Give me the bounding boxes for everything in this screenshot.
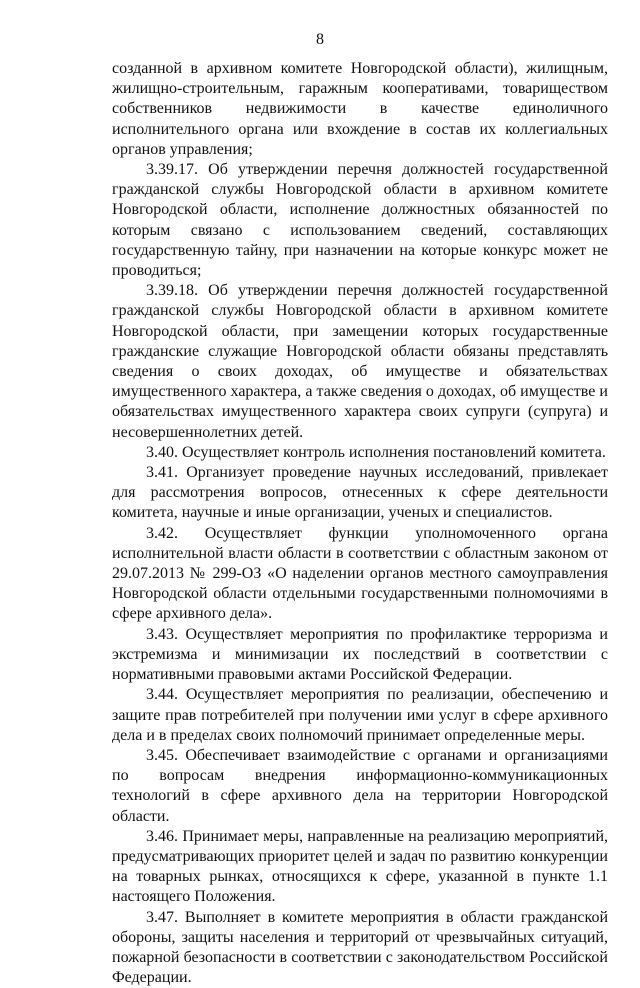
paragraph-3-46: 3.46. Принимает меры, направленные на реализацию мероприятий, предусматривающих приоритет целей и задач по развитию конкуренции на товарных рынках, относящихся к сфере, указанной в пункте 1.1 настоящего Положения. bbox=[112, 827, 608, 906]
paragraph-continuation: созданной в архивном комитете Новгородской области), жилищным, жилищно-строительным, гаражным кооперативами, товариществом собственников недвижимости в качестве единоличного исполнительного органа или вхождение в состав их коллегиальных органов управления; bbox=[112, 60, 608, 158]
paragraph-3-47: 3.47. Выполняет в комитете мероприятия в области гражданской обороны, защиты населения и территорий от чрезвычайных ситуаций, пожарной безопасности в соответствии с законодательством Российской Федерации. bbox=[112, 908, 608, 987]
paragraph-3-42: 3.42. Осуществляет функции уполномоченного органа исполнительной власти области в соответствии с областным законом от 29.07.2013 № 299-ОЗ «О наделении органов местного самоуправления Новгородской области отдельными государственными полномочиями в сфере архивного дела». bbox=[112, 524, 608, 623]
paragraph-3-39-17: 3.39.17. Об утверждении перечня должностей государственной гражданской службы Новгородской области в архивном комитете Новгородской области, исполнение должностных обязанностей по которым связано с использованием сведений, составляющих государственную тайну, при назначении на которые конкурс может не проводиться; bbox=[112, 161, 608, 280]
page-number: 8 bbox=[316, 31, 324, 48]
paragraph-3-41: 3.41. Организует проведение научных исследований, привлекает для рассмотрения вопросов, отнесенных к сфере деятельности комитета, научные и иные организации, ученых и специалистов. bbox=[112, 464, 608, 522]
paragraph-3-44: 3.44. Осуществляет мероприятия по реализации, обеспечению и защите прав потребителей при получении ими услуг в сфере архивного дела и в пределах своих полномочий принимает определенные меры. bbox=[112, 686, 608, 744]
paragraph-3-45: 3.45. Обеспечивает взаимодействие с органами и организациями по вопросам внедрения информационно-коммуникационных технологий в сфере архивного дела на территории Новгородской области. bbox=[112, 746, 608, 825]
paragraph-3-39-18: 3.39.18. Об утверждении перечня должностей государственной гражданской службы Новгородской области в архивном комитете Новгородской области, при замещении которых государственные гражданские служащие Новгородской области обязаны представлять сведения о своих доходах, об имуществе и обязательствах имущественного характера, а также сведения о доходах, об имуществе и обязательствах имущественного характера своих супруги (супруга) и несовершеннолетних детей. bbox=[112, 282, 608, 441]
paragraph-3-43: 3.43. Осуществляет мероприятия по профилактике терроризма и экстремизма и минимизации их последствий в соответствии с нормативными правовыми актами Российской Федерации. bbox=[112, 625, 608, 684]
paragraph-3-40: 3.40. Осуществляет контроль исполнения постановлений комитета. bbox=[146, 443, 606, 461]
document-body bbox=[112, 59, 608, 988]
